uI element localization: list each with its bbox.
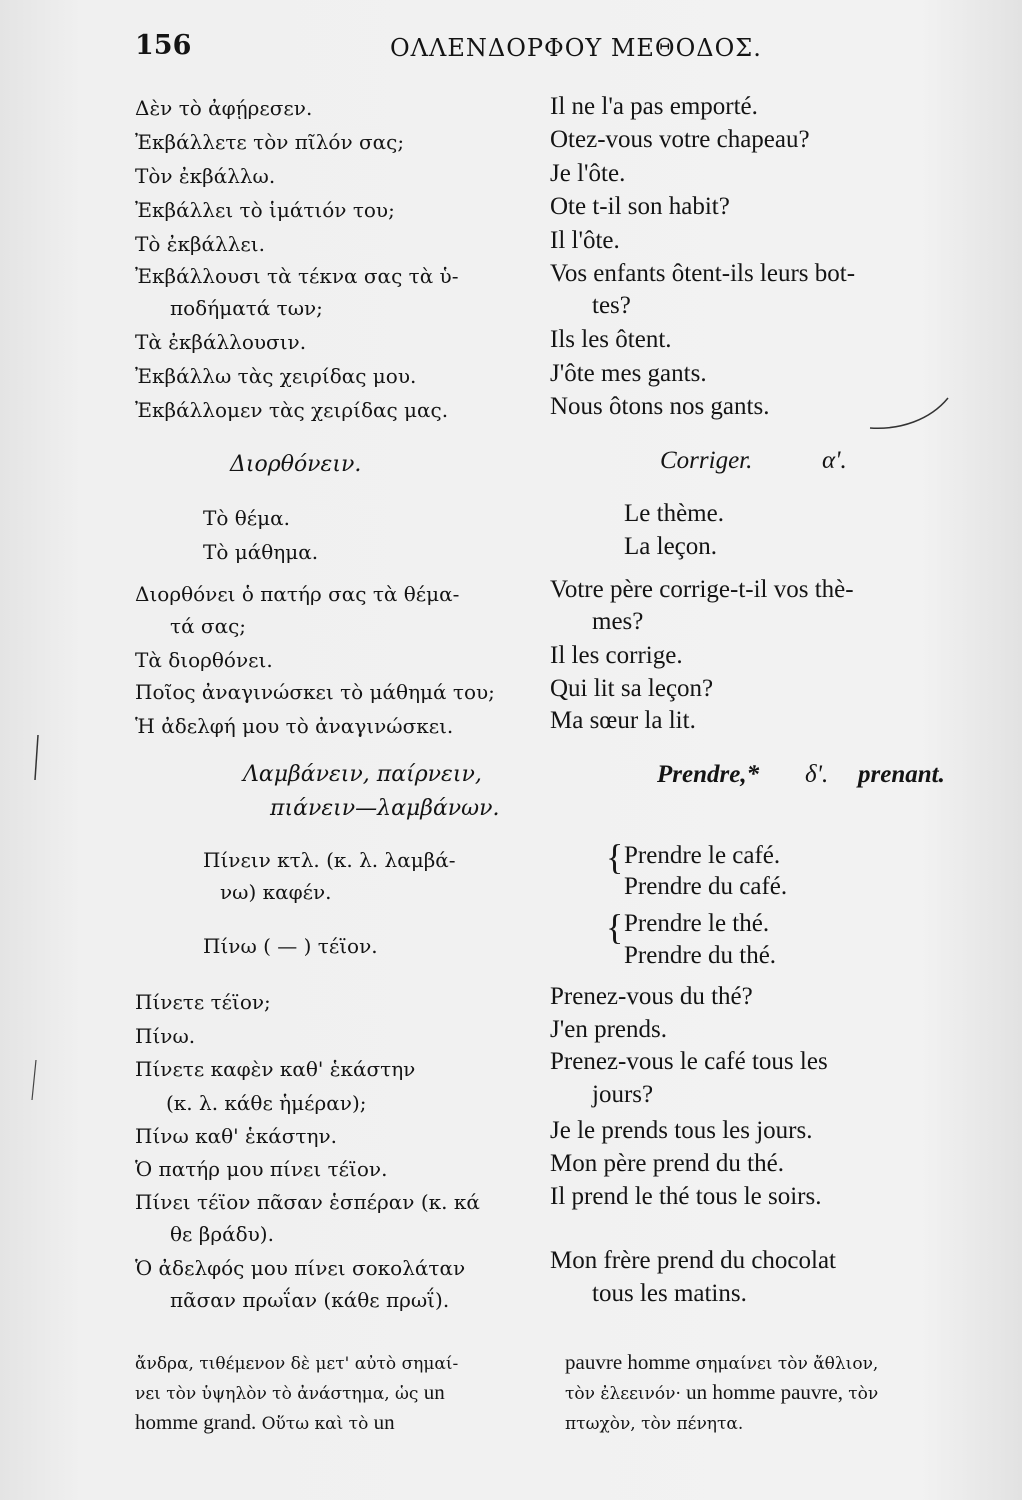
vocab-greek: νω) καφέν.	[220, 880, 332, 904]
greek-line: Δὲν τὸ ἀφῄρεσεν.	[135, 96, 313, 120]
greek-line: πᾶσαν πρωΐαν (κάθε πρωΐ).	[170, 1288, 450, 1312]
section-heading-mark: δ'.	[805, 761, 829, 788]
vocab-french: La leçon.	[624, 533, 718, 560]
greek-line: Ἐκβάλλουσι τὰ τέκνα σας τὰ ὑ-	[135, 264, 459, 288]
vocab-french: Prendre du thé.	[624, 942, 777, 969]
greek-line: Ποῖος ἀναγινώσκει τὸ μάθημά του;	[135, 680, 495, 704]
footnote-greek: τὸν ἐλεεινόν·	[565, 1384, 681, 1404]
footnote-french: un homme pauvre,	[686, 1380, 843, 1404]
footnote-greek: νει τὸν ὑψηλὸν τὸ ἀνάστημα, ὡς	[135, 1384, 419, 1404]
greek-line: (κ. λ. κάθε ἡμέραν);	[166, 1091, 367, 1115]
footnote-greek: σημαίνει τὸν ἄθλιον,	[695, 1354, 879, 1374]
french-line: Mon frère prend du chocolat	[550, 1247, 836, 1274]
french-line: tes?	[592, 292, 631, 319]
footnote-greek: πτωχὸν, τὸν πένητα.	[565, 1414, 744, 1434]
french-line: Ma sœur la lit.	[550, 707, 696, 734]
vocab-french: Le thème.	[624, 500, 724, 527]
french-line: Nous ôtons nos gants.	[550, 393, 770, 420]
french-line: tous les matins.	[592, 1280, 747, 1307]
vocab-greek: Τὸ θέμα.	[203, 506, 291, 530]
greek-line: Ὁ ἀδελφός μου πίνει σοκολάταν	[135, 1256, 466, 1280]
greek-line: Ἡ ἀδελφή μου τὸ ἀναγινώσκει.	[135, 714, 454, 738]
french-line: Votre père corrige-t-il vos thè-	[550, 576, 854, 603]
vocab-greek: Πίνω ( — ) τέϊον.	[203, 934, 378, 958]
left-brace: {	[606, 837, 624, 877]
footnote-greek: τὸν	[848, 1384, 879, 1404]
french-line: Mon père prend du thé.	[550, 1150, 784, 1177]
section-heading-greek: πιάνειν—λαμβάνων.	[270, 796, 500, 821]
french-line: J'ôte mes gants.	[550, 360, 707, 387]
french-line: Il prend le thé tous le soirs.	[550, 1183, 822, 1210]
french-line: Vos enfants ôtent-ils leurs bot-	[550, 260, 856, 287]
greek-line: Πίνει τέϊον πᾶσαν ἑσπέραν (κ. κά	[135, 1190, 480, 1214]
french-line: jours?	[592, 1081, 654, 1108]
french-line: Il l'ôte.	[550, 227, 620, 254]
french-line: Ote t-il son habit?	[550, 193, 730, 220]
greek-line: ποδήματά των;	[170, 296, 323, 320]
greek-line: Ὁ πατήρ μου πίνει τέϊον.	[135, 1157, 388, 1181]
section-heading-participle: prenant.	[858, 761, 945, 788]
running-title: ΟΛΛΕΝΔΟΡΦΟΥ ΜΕΘΟΔΟΣ.	[390, 34, 762, 62]
french-line: Je le prends tous les jours.	[550, 1117, 813, 1144]
french-line: Otez-vous votre chapeau?	[550, 126, 810, 153]
section-heading-greek: Διορθόνειν.	[230, 452, 362, 477]
greek-line: Πίνετε καφὲν καθ' ἑκάστην	[135, 1057, 416, 1081]
footnote-greek: Οὕτω καὶ τὸ	[261, 1414, 369, 1434]
footnote-french: pauvre homme	[565, 1350, 691, 1374]
french-line: J'en prends.	[550, 1016, 667, 1043]
french-line: Je l'ôte.	[550, 160, 626, 187]
section-heading-greek: Λαμβάνειν, παίρνειν,	[243, 762, 482, 787]
vocab-french: Prendre le café.	[624, 842, 781, 869]
french-line: Qui lit sa leçon?	[550, 675, 714, 702]
french-line: Prenez-vous du thé?	[550, 983, 753, 1010]
vocab-french: Prendre du café.	[624, 873, 788, 900]
greek-line: Τὰ διορθόνει.	[135, 648, 273, 672]
section-heading-mark: α'.	[822, 447, 847, 474]
footnote-french: homme grand.	[135, 1410, 257, 1434]
greek-line: Πίνετε τέϊον;	[135, 990, 271, 1014]
page-number: 156	[135, 30, 192, 61]
french-line: Prenez-vous le café tous les	[550, 1048, 828, 1075]
greek-line: Ἐκβάλλετε τὸν πῖλόν σας;	[135, 130, 405, 154]
greek-line: Ἐκβάλλει τὸ ἱμάτιόν του;	[135, 198, 395, 222]
greek-line: Πίνω καθ' ἑκάστην.	[135, 1124, 337, 1148]
greek-line: θε βράδυ).	[170, 1222, 274, 1246]
greek-line: Τὰ ἐκβάλλουσιν.	[135, 330, 307, 354]
vocab-greek: Πίνειν κτλ. (κ. λ. λαμβά-	[203, 848, 456, 872]
left-brace: {	[606, 907, 624, 947]
greek-line: Ἐκβάλλομεν τὰς χειρίδας μας.	[135, 398, 449, 422]
french-line: Il les corrige.	[550, 642, 683, 669]
greek-line: Ἐκβάλλω τὰς χειρίδας μου.	[135, 364, 417, 388]
vocab-greek: Τὸ μάθημα.	[203, 540, 319, 564]
footnote-greek: ἄνδρα, τιθέμενον δὲ μετ' αὐτὸ σημαί-	[135, 1354, 459, 1374]
greek-line: Πίνω.	[135, 1024, 196, 1048]
section-heading-french: Corriger.	[660, 447, 753, 474]
vocab-french: Prendre le thé.	[624, 910, 770, 937]
section-heading-french: Prendre,*	[657, 761, 760, 788]
greek-line: Διορθόνει ὁ πατήρ σας τὰ θέμα-	[135, 582, 460, 606]
greek-line: τά σας;	[170, 614, 247, 638]
footnote-french: un	[373, 1410, 395, 1434]
footnote-french: un	[423, 1380, 445, 1404]
greek-line: Τὸν ἐκβάλλω.	[135, 164, 276, 188]
greek-line: Τὸ ἐκβάλλει.	[135, 232, 265, 256]
french-line: Ils les ôtent.	[550, 326, 672, 353]
french-line: Il ne l'a pas emporté.	[550, 93, 758, 120]
french-line: mes?	[592, 608, 644, 635]
